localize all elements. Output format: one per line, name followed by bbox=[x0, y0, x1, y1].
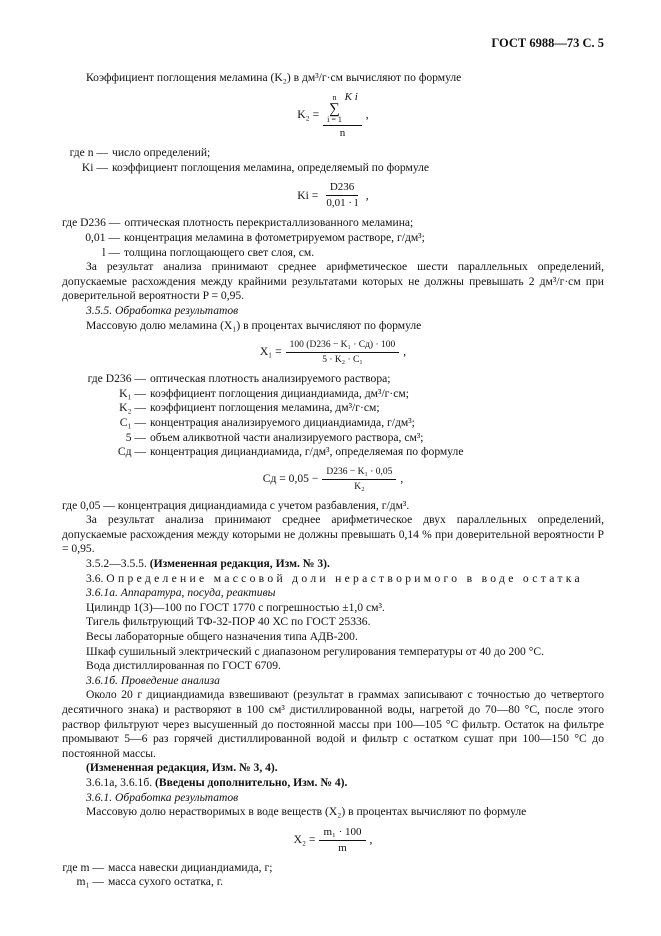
definition-001: 0,01 — концентрация меламина в фотометрируемом растворе, г/дм³; bbox=[85, 230, 425, 244]
definition-row: где D236 — оптическая плотность анализируемого раствора; bbox=[87, 372, 391, 386]
definition-n: где n — число определений; bbox=[69, 146, 211, 160]
formula-k2-lhs: K₂ = bbox=[297, 108, 320, 122]
formula-x1-numerator: 100 (D236 − K₁ · Cд) · 100 bbox=[286, 339, 400, 353]
paragraph-x1-intro: Массовую долю меламина (X₁) в процентах вычисляют по формуле bbox=[86, 318, 422, 332]
formula-cd-denominator: K₂ bbox=[354, 481, 365, 492]
paragraph-procedure: Около 20 г дициандиамида взвешивают (результат в граммах записывают с точностью до четвертого десятичного знака) и растворяют в 100 см³ дистиллированной воды, нагретой до 70—80 °С, после этого раствор фильтруют через высушенный до постоянной массы при 100—105 °С фильтр. Остаток на фильтре промывают 5—6 раз горячей дистиллированной водой и фильтр с остатком сушат при 100—150 °С до постоянной массы. bbox=[62, 688, 604, 760]
formula-x1-denominator: 5 · K₂ · C₁ bbox=[322, 355, 363, 366]
section-3-6-heading: 3.6. Определение массовой доли нерастворимого в воде остатка bbox=[86, 571, 583, 585]
amendment-introduced: 3.6.1а, 3.6.1б. (Введены дополнительно, Изм. № 4). bbox=[86, 775, 348, 789]
formula-k2: K₂ = n ∑ i = 1 K i n , bbox=[297, 91, 369, 140]
definition-row: K₁ — коэффициент поглощения дициандиамида, дм³/г·см; bbox=[119, 386, 409, 400]
equipment-item: Вода дистиллированная по ГОСТ 6709. bbox=[86, 659, 281, 673]
paragraph-result-two: За результат анализа принимают среднее арифметическое двух параллельных определений, допускаемые расхождения между которыми не должны превышать 0,14 % при доверительной вероятности P = 0,95. bbox=[62, 513, 604, 556]
definition-row: Cд — концентрация дициандиамида, г/дм³, определяемая по формуле bbox=[117, 445, 464, 459]
paragraph-k2-intro: Коэффициент поглощения меламина (K₂) в дм³/г·см вычисляют по формуле bbox=[86, 70, 462, 84]
definition-ki: Ki — коэффициент поглощения меламина, определяемый по формуле bbox=[81, 160, 430, 174]
equipment-item: Весы лабораторные общего назначения типа АДВ-200. bbox=[86, 630, 358, 644]
formula-ki-numerator: D236 bbox=[326, 181, 358, 196]
definition-row: K₂ — коэффициент поглощения меламина, дм³/г·см; bbox=[119, 401, 380, 415]
definition-l: l — толщина поглощающего свет слоя, см. bbox=[102, 245, 315, 259]
formula-x2-denominator: m bbox=[338, 841, 347, 854]
formula-k2-numerator: K i bbox=[344, 91, 358, 104]
definition-m: где m — масса навески дициандиамида, г; bbox=[62, 860, 273, 874]
definition-m1: m₁ — масса сухого остатка, г. bbox=[76, 875, 224, 889]
formula-k2-denominator: n bbox=[339, 127, 346, 140]
equipment-item: Шкаф сушильный электрический с диапазоном регулирования температуры от 40 до 200 °С. bbox=[86, 644, 545, 658]
sum-symbol: n ∑ i = 1 bbox=[327, 93, 342, 125]
formula-ki-denominator: 0,01 · l bbox=[326, 197, 358, 210]
formula-ki: Ki = $\frac{D236}{0,01 \cdot l}$ , bbox=[297, 181, 369, 210]
equipment-item: Цилиндр 1(3)—100 по ГОСТ 1770 с погрешностью ±1,0 см³. bbox=[86, 600, 385, 614]
formula-k2-fraction bbox=[323, 91, 362, 140]
amendment-3-4: (Измененная редакция, Изм. № 3, 4). bbox=[86, 761, 278, 775]
definition-005: где 0,05 — концентрация дициандиамида с учетом разбавления, г/дм³. bbox=[62, 498, 410, 512]
definition-d236: где D236 — оптическая плотность перекристаллизованного меламина; bbox=[62, 216, 414, 230]
definition-row: C₁ — концентрация анализируемого дициандиамида, г/дм³; bbox=[119, 415, 415, 429]
formula-x2-numerator: m₁ · 100 bbox=[319, 826, 365, 841]
section-3-5-5-heading: 3.5.5. Обработка результатов bbox=[86, 303, 239, 317]
formula-cd: Cд = 0,05 − $\frac{\text{D236 − K₁ · 0,05}}{\text{K₂}}$ , bbox=[262, 466, 404, 492]
definitions-x1 bbox=[62, 372, 604, 460]
paragraph-result-six: За результат анализа принимают среднее арифметическое шести параллельных определений, допускаемые расхождения между крайними результатами которых не должны превышать 2 дм³/г·см при доверительной вероятности P = 0,95. bbox=[62, 260, 604, 303]
equipment-item: Тигель фильтрующий ТФ-32-ПОР 40 ХС по ГОСТ 25336. bbox=[86, 615, 371, 629]
amendment-3-5-2: 3.5.2—3.5.5. (Измененная редакция, Изм. № 3). bbox=[86, 557, 330, 571]
section-3-6-1b-heading: 3.6.1б. Проведение анализа bbox=[86, 673, 220, 687]
section-3-6-1a-heading: 3.6.1а. Аппаратура, посуда, реактивы bbox=[86, 586, 276, 600]
paragraph-x2-intro: Массовую долю нерастворимых в воде веществ (X₂) в процентах вычисляют по формуле bbox=[86, 805, 527, 819]
formula-x2: X₂ = $\frac{\text{m₁ · 100}}{m}$ , bbox=[293, 825, 373, 854]
section-3-6-1-heading: 3.6.1. Обработка результатов bbox=[86, 790, 239, 804]
document-page bbox=[62, 36, 604, 890]
formula-cd-numerator: D236 − K₁ · 0,05 bbox=[322, 466, 396, 480]
definition-row: 5 — объем аликвотной части анализируемого раствора, см³; bbox=[125, 430, 424, 444]
formula-x1: X₁ = $\frac{\text{100 (D236 − K₁ · Cд) · 100}}{\text{5 · K₂ · C₁}}$ , bbox=[259, 340, 407, 366]
page-header: ГОСТ 6988—73 С. 5 bbox=[491, 36, 604, 50]
